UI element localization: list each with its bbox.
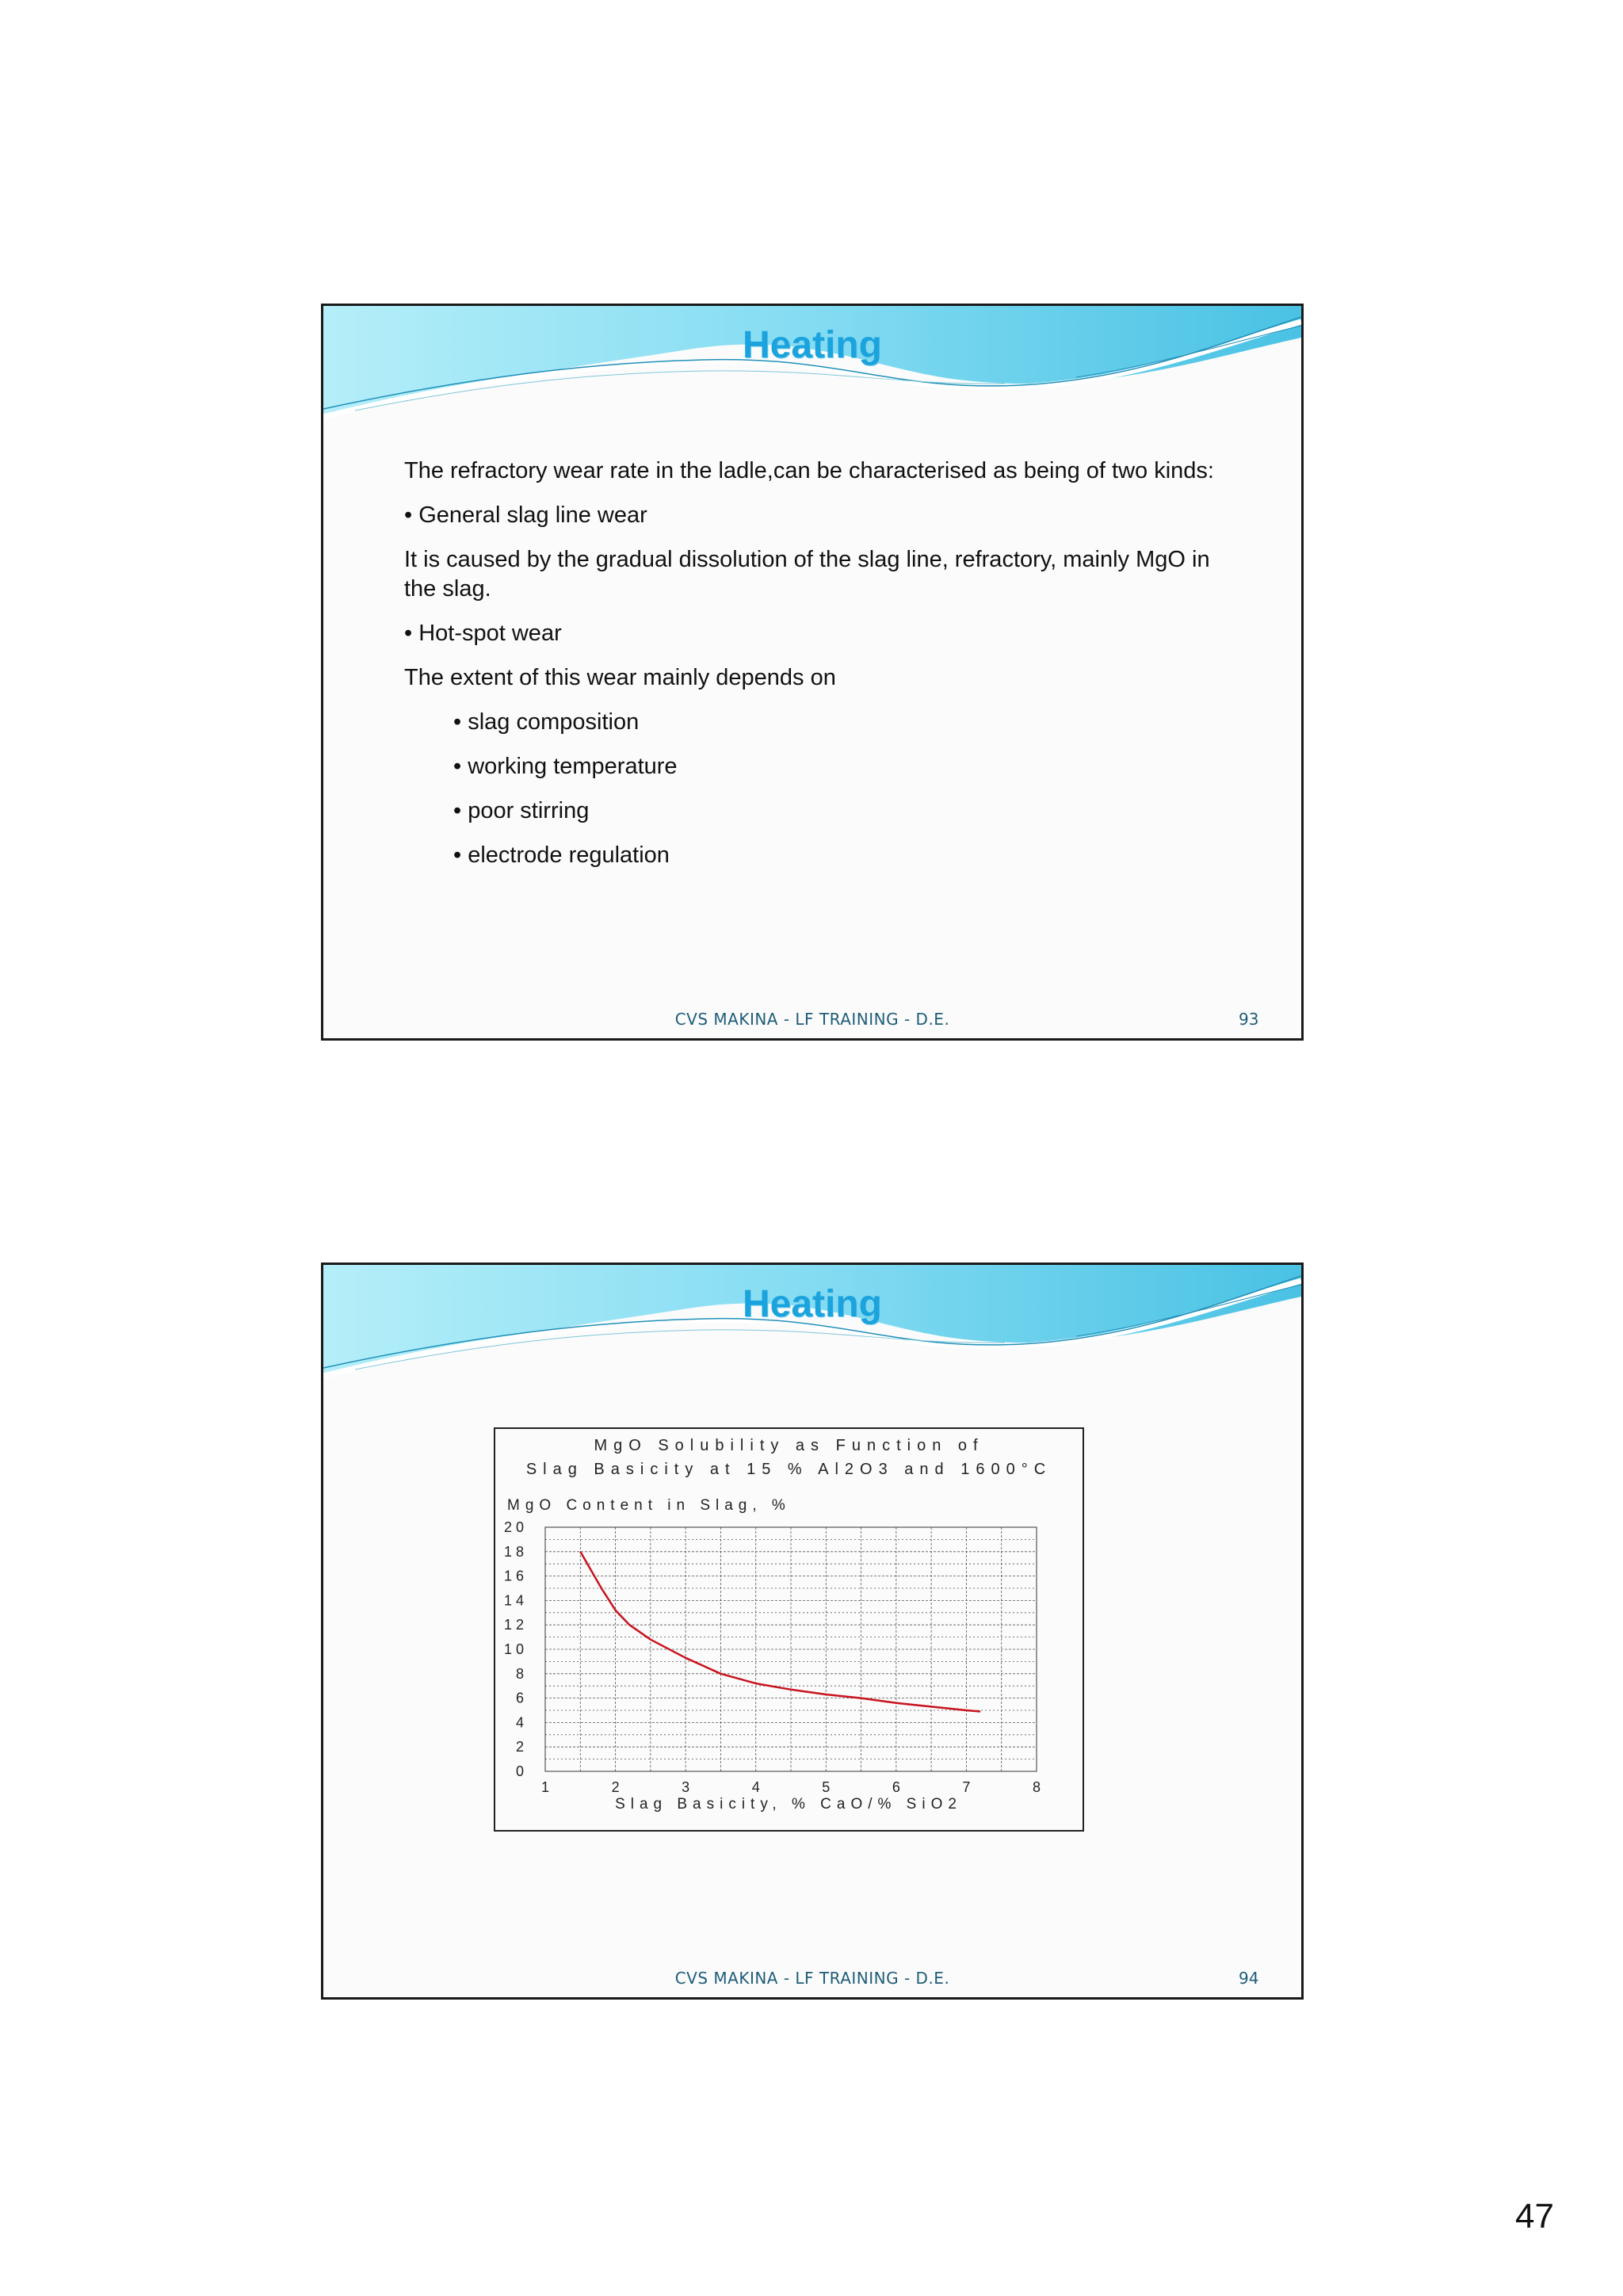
bullet-hot-spot-wear: • Hot-spot wear (404, 621, 562, 646)
x-tick-label: 2 (611, 1779, 620, 1795)
sub-bullet-poor-stirring: • poor stirring (453, 798, 590, 823)
bullet-general-slag-line-wear: • General slag line wear (404, 502, 647, 528)
x-tick-label: 5 (822, 1779, 831, 1795)
chart-x-axis-label: Slag Basicity, % CaO/% SiO2 (615, 1796, 962, 1813)
y-tick-label: 10 (503, 1641, 528, 1657)
x-tick-label: 8 (1032, 1779, 1041, 1795)
intro-paragraph: The refractory wear rate in the ladle,can be characterised as being of two kinds: (404, 458, 1214, 483)
chart-y-axis-label: MgO Content in Slag, % (507, 1497, 791, 1514)
sub-bullet-slag-composition: • slag composition (453, 709, 640, 735)
chart-plot-area (495, 1429, 1083, 1830)
y-tick-label: 8 (515, 1665, 528, 1682)
y-tick-label: 12 (503, 1617, 528, 1633)
y-tick-label: 0 (515, 1763, 528, 1779)
sub-bullet-electrode-regulation: • electrode regulation (453, 842, 670, 868)
page-number: 47 (1515, 2197, 1554, 2236)
slide-footer: CVS MAKINA - LF TRAINING - D.E. (674, 1010, 950, 1029)
y-tick-label: 4 (515, 1714, 528, 1731)
slide-93 (321, 304, 1304, 1041)
slide-title: Heating (742, 1283, 882, 1325)
y-tick-label: 2 (515, 1739, 528, 1755)
extent-paragraph: The extent of this wear mainly depends on (404, 665, 836, 690)
slide-94 (321, 1263, 1304, 2000)
x-tick-label: 1 (540, 1779, 550, 1795)
x-tick-label: 7 (962, 1779, 971, 1795)
slide-footer: CVS MAKINA - LF TRAINING - D.E. (674, 1969, 950, 1988)
sub-bullet-working-temperature: • working temperature (453, 754, 678, 779)
slide-title: Heating (742, 324, 882, 366)
x-tick-label: 3 (682, 1779, 690, 1795)
slide-number: 94 (1239, 1969, 1259, 1988)
x-tick-label: 6 (892, 1779, 900, 1795)
slide-body (404, 457, 1228, 885)
slide-number: 93 (1239, 1010, 1259, 1029)
description-paragraph: It is caused by the gradual dissolution of the slag line, refractory, mainly MgO in the slag. (404, 547, 1210, 602)
chart-title: MgO Solubility as Function of (594, 1437, 984, 1454)
y-tick-label: 6 (515, 1690, 528, 1706)
y-tick-label: 20 (503, 1519, 528, 1535)
chart-subtitle: Slag Basicity at 15 % Al2O3 and 1600°C (525, 1461, 1052, 1478)
series-line (580, 1552, 980, 1712)
y-tick-label: 18 (503, 1543, 528, 1560)
y-tick-label: 16 (503, 1568, 528, 1584)
y-tick-label: 14 (503, 1592, 528, 1609)
x-tick-label: 4 (751, 1779, 760, 1795)
mgo-solubility-chart (494, 1427, 1084, 1832)
